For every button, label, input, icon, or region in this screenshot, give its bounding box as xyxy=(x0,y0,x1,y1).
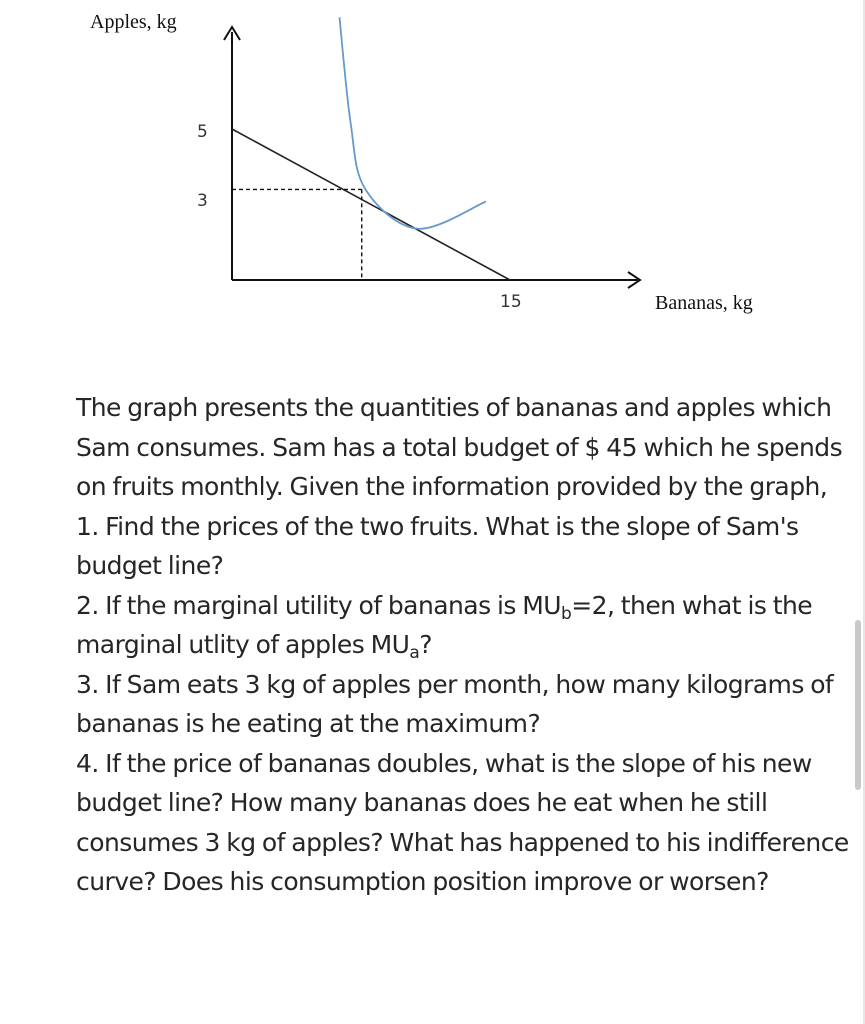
x-axis-label: Bananas, kg xyxy=(655,292,753,314)
x-axis xyxy=(232,272,640,288)
question-3: 3. If Sam eats 3 kg of apples per month, how many kilograms of bananas is he eating at the maximum? xyxy=(76,669,834,738)
y-tick-label-3: 3 xyxy=(197,191,208,211)
scrollbar[interactable] xyxy=(855,620,861,790)
y-axis xyxy=(224,27,240,280)
question-text xyxy=(76,388,851,902)
question-1: 1. Find the prices of the two fruits. What is the slope of Sam's budget line? xyxy=(76,511,799,580)
x-tick-label-15: 15 xyxy=(500,292,522,312)
budget-chart xyxy=(0,0,865,360)
y-tick-label-5: 5 xyxy=(197,122,208,142)
question-4: 4. If the price of bananas doubles, what is the slope of his new budget line? How many bananas does he eat when he still consumes 3 kg of apples? What has happened to his indifference curve? Does his consumption position improve or worsen? xyxy=(76,748,849,896)
budget-line xyxy=(232,129,510,280)
y-axis-label: Apples, kg xyxy=(90,11,177,33)
question-2: 2. If the marginal utility of bananas is $MU_b=2$, then what is the marginal utlity of apples $MU_a$? xyxy=(76,590,813,663)
question-intro: The graph presents the quantities of bananas and apples which Sam consumes. Sam has a total budget of $ 45 which he spends on fruits monthly. Given the information provided by the graph, xyxy=(76,393,843,501)
